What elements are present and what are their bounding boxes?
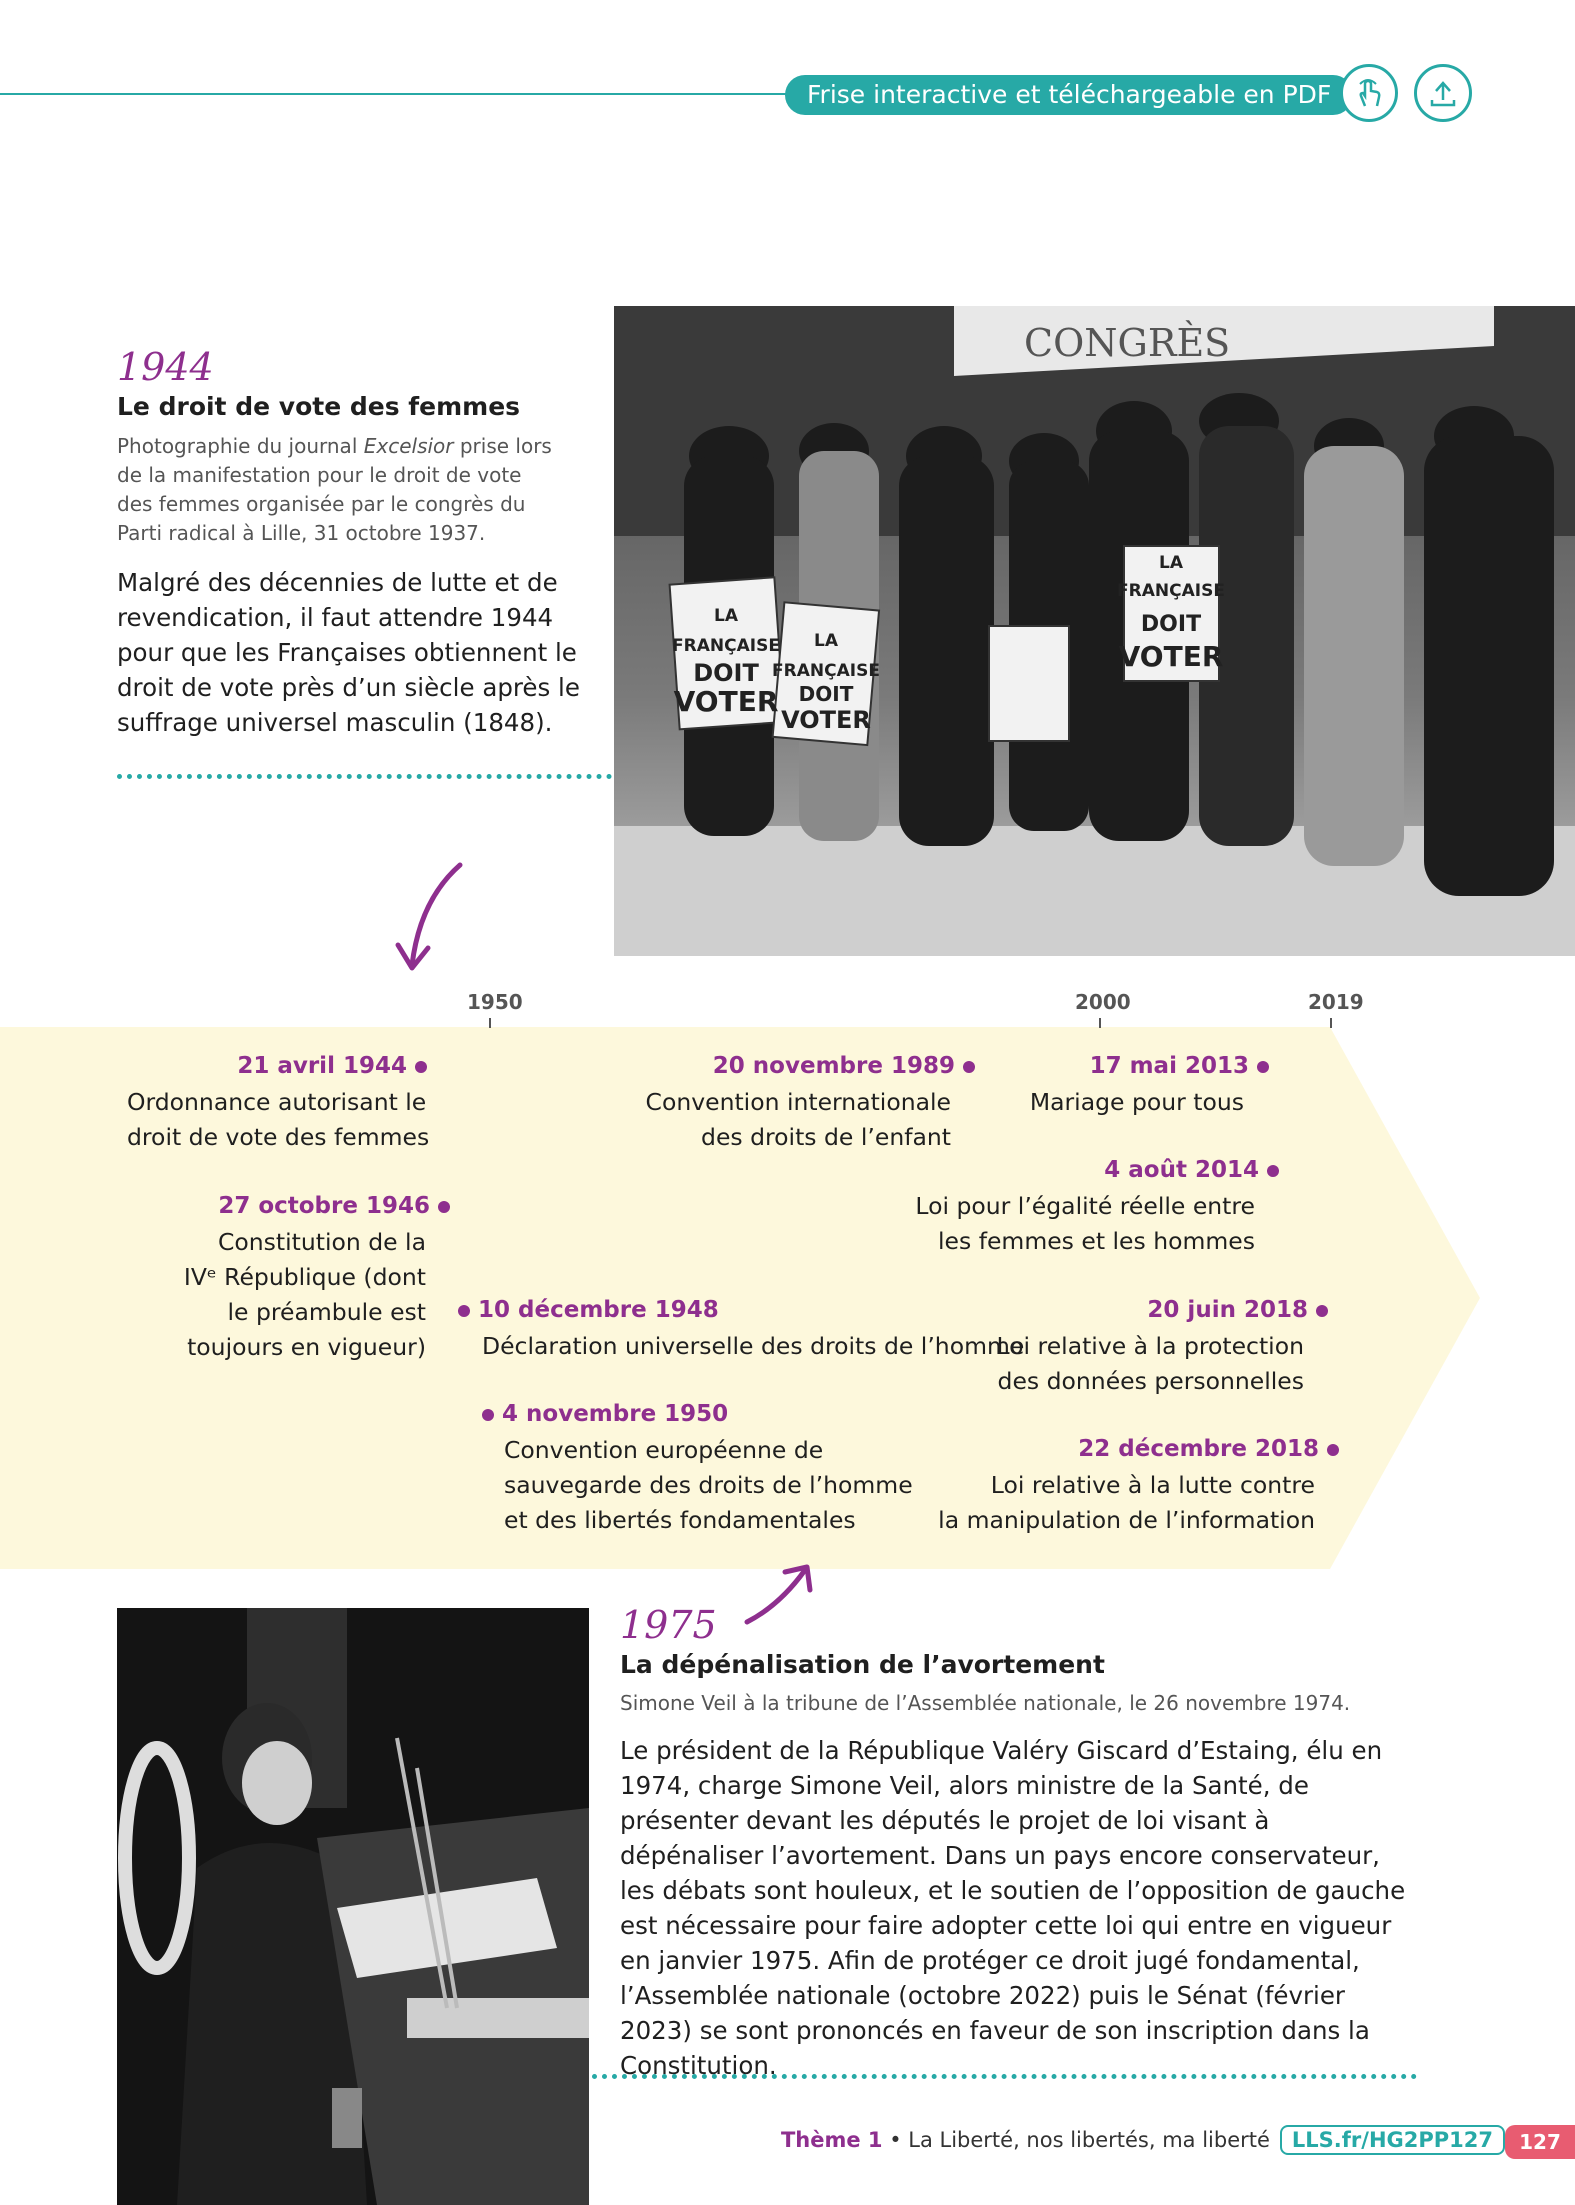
footer-theme-title: La Liberté, nos libertés, ma liberté xyxy=(908,2128,1270,2152)
event-text-line: droit de vote des femmes xyxy=(127,1123,430,1151)
footer-separator: • xyxy=(882,2128,909,2152)
arrow-down-icon xyxy=(390,860,470,980)
photo-caption-1975: Simone Veil à la tribune de l’Assemblée nationale, le 26 novembre 1974. xyxy=(620,1691,1351,1715)
body-text-1944: Malgré des décennies de lutte et de revendication, il faut attendre 1944 pour que les Françaises obtiennent le droit de vote près d’un siècle après le suffrage universel masculin (1848). xyxy=(117,568,580,737)
event-text-line: Loi relative à la protection xyxy=(996,1332,1304,1360)
tick-label-2000: 2000 xyxy=(1075,990,1131,1014)
event-text-line: IVᵉ République (dont xyxy=(183,1263,426,1291)
tick-2019 xyxy=(1330,1018,1332,1028)
event-text-1946 xyxy=(184,1225,426,1365)
photo-sign-1-line-4: VOTER xyxy=(673,685,779,718)
touch-icon[interactable] xyxy=(1340,64,1398,122)
event-dot xyxy=(458,1305,470,1317)
suffrage-photo xyxy=(614,306,1575,956)
event-dot xyxy=(1316,1305,1328,1317)
event-dot xyxy=(963,1061,975,1073)
event-text-2018-june xyxy=(997,1329,1305,1399)
event-text-line: Convention européenne de xyxy=(504,1436,824,1464)
timeline-event-1950 xyxy=(482,1401,728,1427)
photo-sign-3-line-4: VOTER xyxy=(1118,640,1224,673)
photo-banner-text: CONGRÈS xyxy=(1024,321,1231,365)
event-dot xyxy=(482,1409,494,1421)
event-text-line: sauvegarde des droits de l’homme xyxy=(504,1471,913,1499)
tick-label-1950: 1950 xyxy=(467,990,523,1014)
event-dot xyxy=(1257,1061,1269,1073)
event-text-line: la manipulation de l’information xyxy=(938,1506,1315,1534)
event-dot xyxy=(438,1201,450,1213)
photo-sign-3-line-3: DOIT xyxy=(1140,612,1202,637)
event-date: 4 novembre 1950 xyxy=(502,1401,729,1427)
event-dot xyxy=(1267,1165,1279,1177)
event-text-line: et des libertés fondamentales xyxy=(504,1506,856,1534)
event-date: 10 décembre 1948 xyxy=(478,1297,719,1323)
event-date: 17 mai 2013 xyxy=(1089,1053,1249,1079)
event-text-line: Constitution de la xyxy=(217,1228,426,1256)
event-text-2013 xyxy=(1030,1085,1244,1120)
event-text-2018-december xyxy=(938,1468,1315,1538)
timeline-event-1989 xyxy=(713,1053,975,1079)
photo-sign-1-line-2: FRANÇAISE xyxy=(672,636,780,656)
event-text-1950 xyxy=(504,1433,913,1538)
timeline-event-1944 xyxy=(237,1053,427,1079)
timeline-event-2013 xyxy=(1090,1053,1269,1079)
dotted-separator xyxy=(592,2074,1417,2079)
event-date: 22 décembre 2018 xyxy=(1078,1436,1319,1462)
photo-sign-3-line-2: FRANÇAISE xyxy=(1117,581,1225,601)
event-date: 4 août 2014 xyxy=(1104,1157,1259,1183)
event-text-line: des données personnelles xyxy=(997,1367,1304,1395)
year-1944: 1944 xyxy=(117,345,214,389)
event-text-line: Mariage pour tous xyxy=(1029,1088,1244,1116)
event-text-1944 xyxy=(127,1085,429,1155)
event-text-line: des droits de l’enfant xyxy=(701,1123,951,1151)
timeline-event-2018-june xyxy=(1147,1297,1328,1323)
event-text-line: toujours en vigueur) xyxy=(187,1333,426,1361)
event-text-line: Déclaration universelle des droits de l’homme xyxy=(482,1332,1025,1360)
photo-sign-2-line-2: FRANÇAISE xyxy=(772,661,880,681)
timeline-event-2014 xyxy=(1104,1157,1279,1183)
event-dot xyxy=(1327,1444,1339,1456)
timeline-event-1948 xyxy=(458,1297,719,1323)
arrow-up-icon xyxy=(740,1560,820,1630)
event-date: 20 juin 2018 xyxy=(1147,1297,1308,1323)
header-rule xyxy=(0,93,800,95)
photo-sign-2-line-4: VOTER xyxy=(781,706,871,734)
timeline-event-1946 xyxy=(218,1193,450,1219)
section-title-1975: La dépénalisation de l’avortement xyxy=(620,1650,1105,1679)
event-date: 21 avril 1944 xyxy=(237,1053,407,1079)
photo-caption-1944: Photographie du journal Excelsior prise lors de la manifestation pour le droit de vote des femmes organisée par le congrès du Parti radical à Lille, 31 octobre 1937. xyxy=(117,434,552,545)
year-1975: 1975 xyxy=(620,1603,717,1647)
event-text-line: Ordonnance autorisant le xyxy=(127,1088,427,1116)
footer-theme: Thème 1 xyxy=(780,2128,883,2152)
event-text-line: les femmes et les hommes xyxy=(938,1227,1255,1255)
tick-1950 xyxy=(489,1018,491,1028)
page-number: 127 xyxy=(1505,2125,1575,2159)
photo-sign-1-line-3: DOIT xyxy=(693,659,759,687)
simone-veil-photo xyxy=(117,1608,589,2205)
page-footer xyxy=(781,2125,1505,2155)
section-title-1944: Le droit de vote des femmes xyxy=(117,392,521,421)
photo-sign-2-line-1: LA xyxy=(814,631,838,651)
event-text-line: Loi relative à la lutte contre xyxy=(990,1471,1315,1499)
tick-2000 xyxy=(1099,1018,1101,1028)
photo-sign-1-line-1: LA xyxy=(714,606,738,626)
event-text-1989 xyxy=(646,1085,951,1155)
event-text-line: Loi pour l’égalité réelle entre xyxy=(915,1192,1255,1220)
download-icon[interactable] xyxy=(1414,64,1472,122)
event-text-line: le préambule est xyxy=(227,1298,426,1326)
photo-sign-3-line-1: LA xyxy=(1159,553,1183,573)
footer-link[interactable]: LLS.fr/HG2PP127 xyxy=(1280,2125,1505,2155)
tick-label-2019: 2019 xyxy=(1308,990,1364,1014)
event-text-2014 xyxy=(915,1189,1255,1259)
timeline-event-2018-december xyxy=(1078,1436,1339,1462)
event-date: 27 octobre 1946 xyxy=(218,1193,430,1219)
body-text-1975: Le président de la République Valéry Giscard d’Estaing, élu en 1974, charge Simone Veil, alors ministre de la Santé, de présenter devant les députés le projet de loi visant à dépénaliser l’avortement. Dans un pays encore conservateur, les débats sont houleux, et le soutien de l’opposition de gauche est nécessaire pour faire adopter cette loi qui entre en vigueur en janvier 1975. Afin de protéger ce droit jugé fondamental, l’Assemblée nationale (octobre 2022) puis le Sénat (février 2023) se sont prononcés en faveur de son inscription dans la Constitution. xyxy=(620,1736,1406,2080)
event-text-1948 xyxy=(482,1329,1024,1364)
event-dot xyxy=(415,1061,427,1073)
event-date: 20 novembre 1989 xyxy=(712,1053,955,1079)
photo-sign-2-line-3: DOIT xyxy=(798,682,854,706)
dotted-separator xyxy=(117,774,612,779)
interactive-timeline-banner[interactable]: Frise interactive et téléchargeable en PDF xyxy=(785,75,1353,115)
event-text-line: Convention internationale xyxy=(645,1088,951,1116)
